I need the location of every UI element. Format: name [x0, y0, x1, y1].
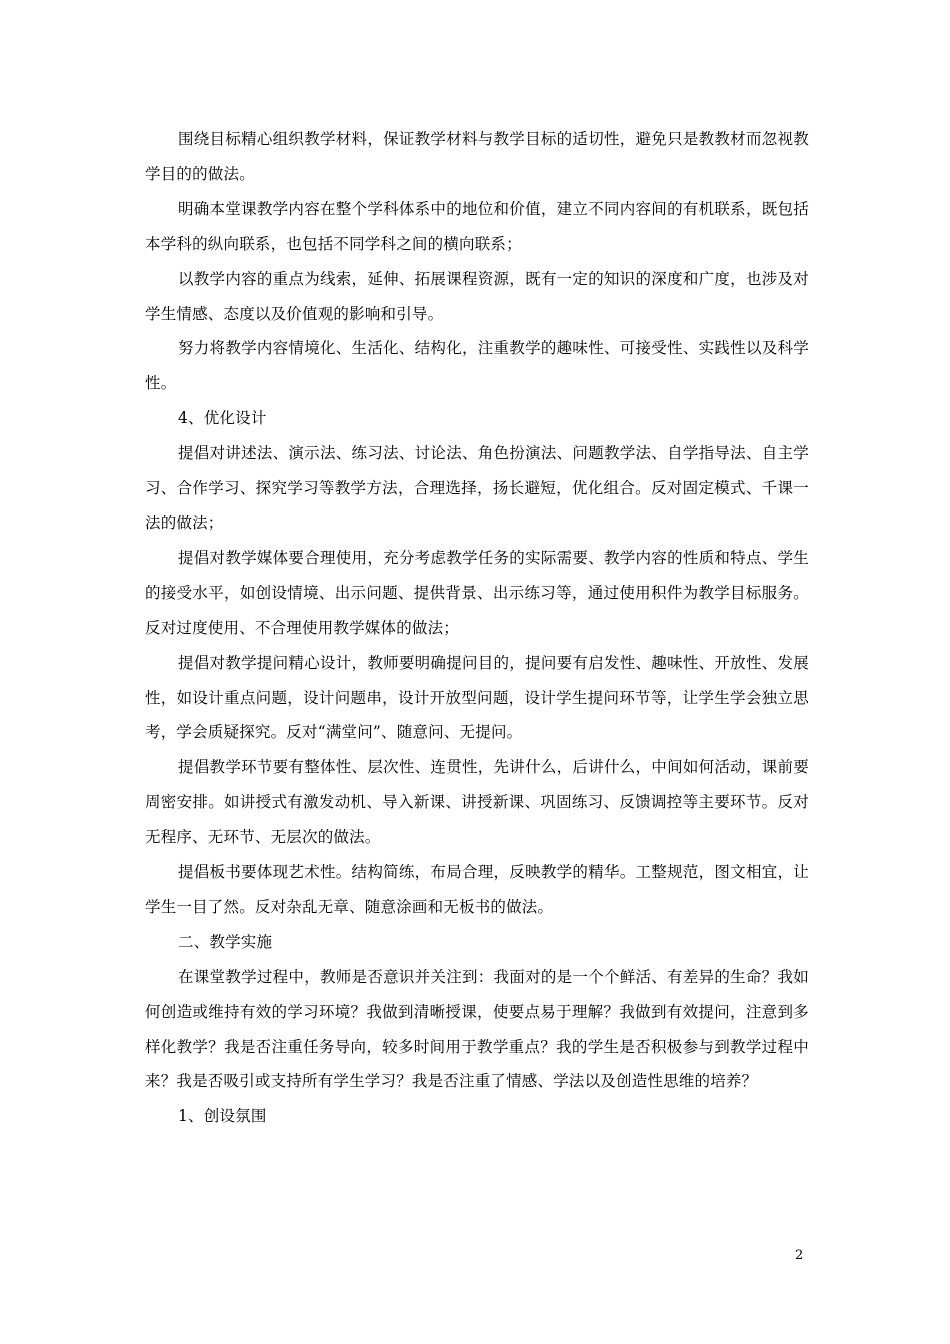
paragraph: 提倡教学环节要有整体性、层次性、连贯性，先讲什么，后讲什么，中间如何活动，课前要周密安排。如讲授式有激发动机、导入新课、讲授新课、巩固练习、反馈调控等主要环节。反对无程序、无环节、无层次的做法。: [145, 758, 809, 847]
section-heading: 二、教学实施: [178, 932, 273, 951]
section-heading: 1、创设氛围: [178, 1107, 267, 1126]
section-heading: 4、优化设计: [178, 409, 267, 428]
paragraph: 在课堂教学过程中，教师是否意识并关注到：我面对的是一个个鲜活、有差异的生命？我如何创造或维持有效的学习环境？我做到清晰授课，使要点易于理解？我做到有效提问，注意到多样化教学？我是否注重任务导向，较多时间用于教学重点？我的学生是否积极参与到教学过程中来？我是否吸引或支持所有学生学习？我是否注重了情感、学法以及创造性思维的培养？: [145, 967, 809, 1091]
paragraph: 围绕目标精心组织教学材料，保证教学材料与教学目标的适切性，避免只是教教材而忽视教学目的的做法。: [145, 130, 809, 183]
page-number: 2: [795, 1248, 804, 1263]
paragraph: 提倡对教学媒体要合理使用，充分考虑教学任务的实际需要、教学内容的性质和特点、学生的接受水平，如创设情境、出示问题、提供背景、出示练习等，通过使用积件为教学目标服务。反对过度使用、不合理使用教学媒体的做法；: [145, 548, 809, 637]
paragraph: 提倡对教学提问精心设计，教师要明确提问目的，提问要有启发性、趣味性、开放性、发展性，如设计重点问题，设计问题串，设计开放型问题，设计学生提问环节等，让学生学会独立思考，学会质疑探究。反对“满堂问”、随意问、无提问。: [145, 653, 809, 742]
paragraph: 提倡对讲述法、演示法、练习法、讨论法、角色扮演法、问题教学法、自学指导法、自主学习、合作学习、探究学习等教学方法，合理选择，扬长避短，优化组合。反对固定模式、千课一法的做法；: [145, 444, 809, 532]
paragraph: 提倡板书要体现艺术性。结构简练，布局合理，反映教学的精华。工整规范，图文相宜，让学生一目了然。反对杂乱无章、随意涂画和无板书的做法。: [145, 863, 809, 916]
document-body: [145, 122, 809, 1134]
paragraph: 努力将教学内容情境化、生活化、结构化，注重教学的趣味性、可接受性、实践性以及科学性。: [145, 339, 809, 393]
paragraph: 明确本堂课教学内容在整个学科体系中的地位和价值，建立不同内容间的有机联系，既包括本学科的纵向联系，也包括不同学科之间的横向联系；: [145, 199, 809, 253]
paragraph: 以教学内容的重点为线索，延伸、拓展课程资源，既有一定的知识的深度和广度，也涉及对学生情感、态度以及价值观的影响和引导。: [145, 269, 809, 323]
